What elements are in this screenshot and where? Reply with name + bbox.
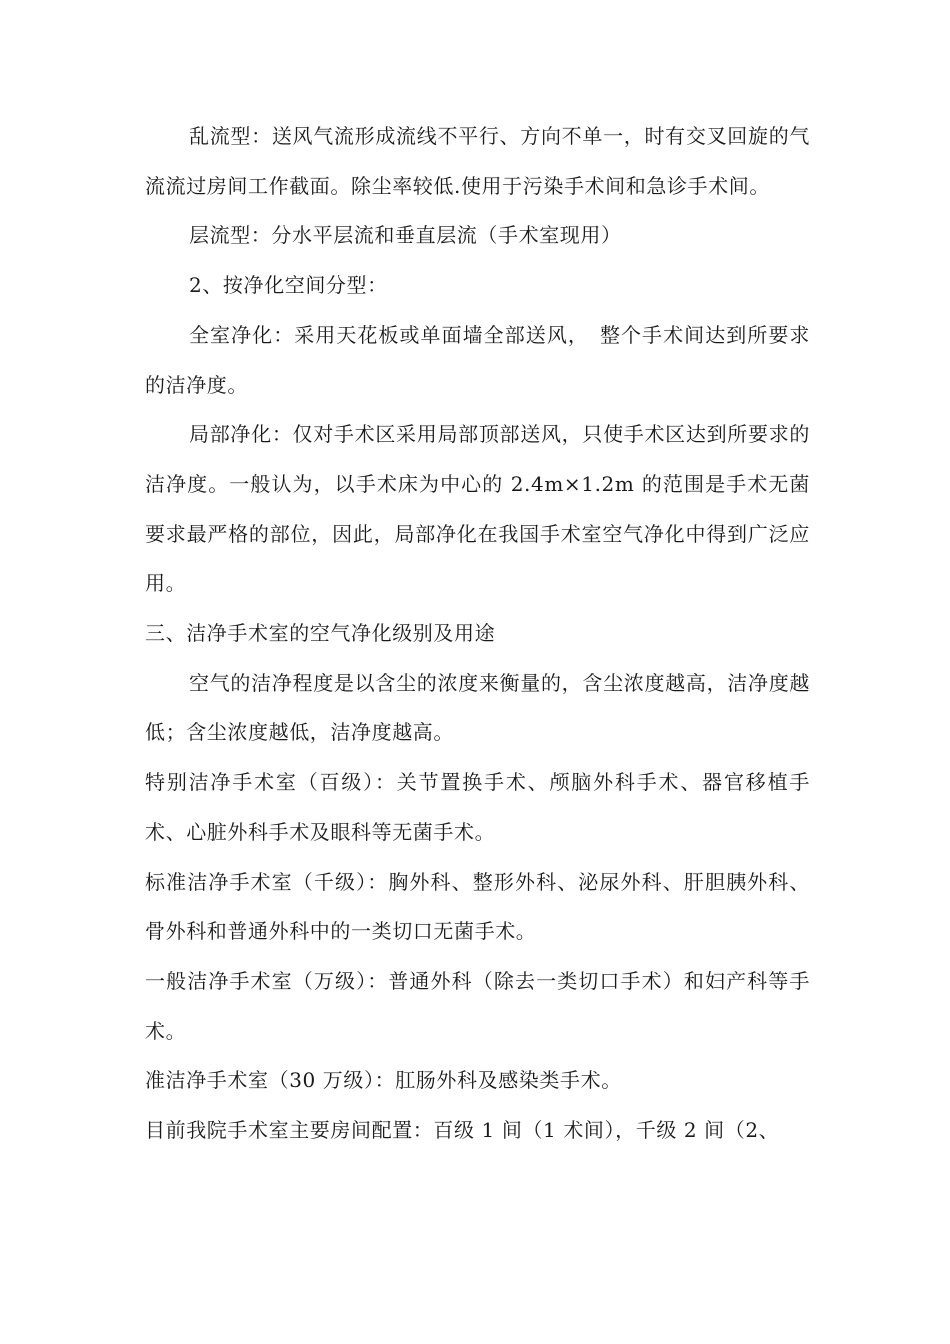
paragraph-laminar-flow: 层流型：分水平层流和垂直层流（手术室现用） [189,223,622,248]
paragraph-room-configuration: 目前我院手术室主要房间配置：百级 1 间（1 术间），千级 2 间（2、 [145,1118,780,1143]
document-body [145,112,810,1156]
paragraph-cleanliness-definition: 空气的洁净程度是以含尘的浓度来衡量的，含尘浓度越高，洁净度越低；含尘浓度越低，洁净度越高。 [145,670,810,745]
paragraph-class-300000: 准洁净手术室（30 万级）：肛肠外科及感染类手术。 [145,1068,622,1093]
paragraph-class-100: 特别洁净手术室（百级）：关节置换手术、颅脑外科手术、器官移植手术、心脏外科手术及眼科等无菌手术。 [145,770,810,844]
paragraph-local-purification: 局部净化：仅对手术区采用局部顶部送风，只使手术区达到所要求的洁净度。一般认为，以手术床为中心的 2.4m×1.2m 的范围是手术无菌要求最严格的部位，因此，局部净化在我国手术室空气净化中得到广泛应用。 [145,422,810,596]
section-heading-purification-levels: 三、洁净手术室的空气净化级别及用途 [145,621,496,646]
paragraph-full-room-purification: 全室净化：采用天花板或单面墙全部送风， 整个手术间达到所要求的洁净度。 [145,322,810,397]
paragraph-space-classification: 2、按净化空间分型： [189,273,388,298]
paragraph-class-1000: 标准洁净手术室（千级）：胸外科、整形外科、泌尿外科、肝胆胰外科、骨外科和普通外科中的一类切口无菌手术。 [145,869,810,944]
paragraph-turbulent-flow: 乱流型：送风气流形成流线不平行、方向不单一，时有交叉回旋的气流流过房间工作截面。除尘率较低.使用于污染手术间和急诊手术间。 [145,124,810,198]
paragraph-class-10000: 一般洁净手术室（万级）：普通外科（除去一类切口手术）和妇产科等手术。 [145,968,810,1043]
